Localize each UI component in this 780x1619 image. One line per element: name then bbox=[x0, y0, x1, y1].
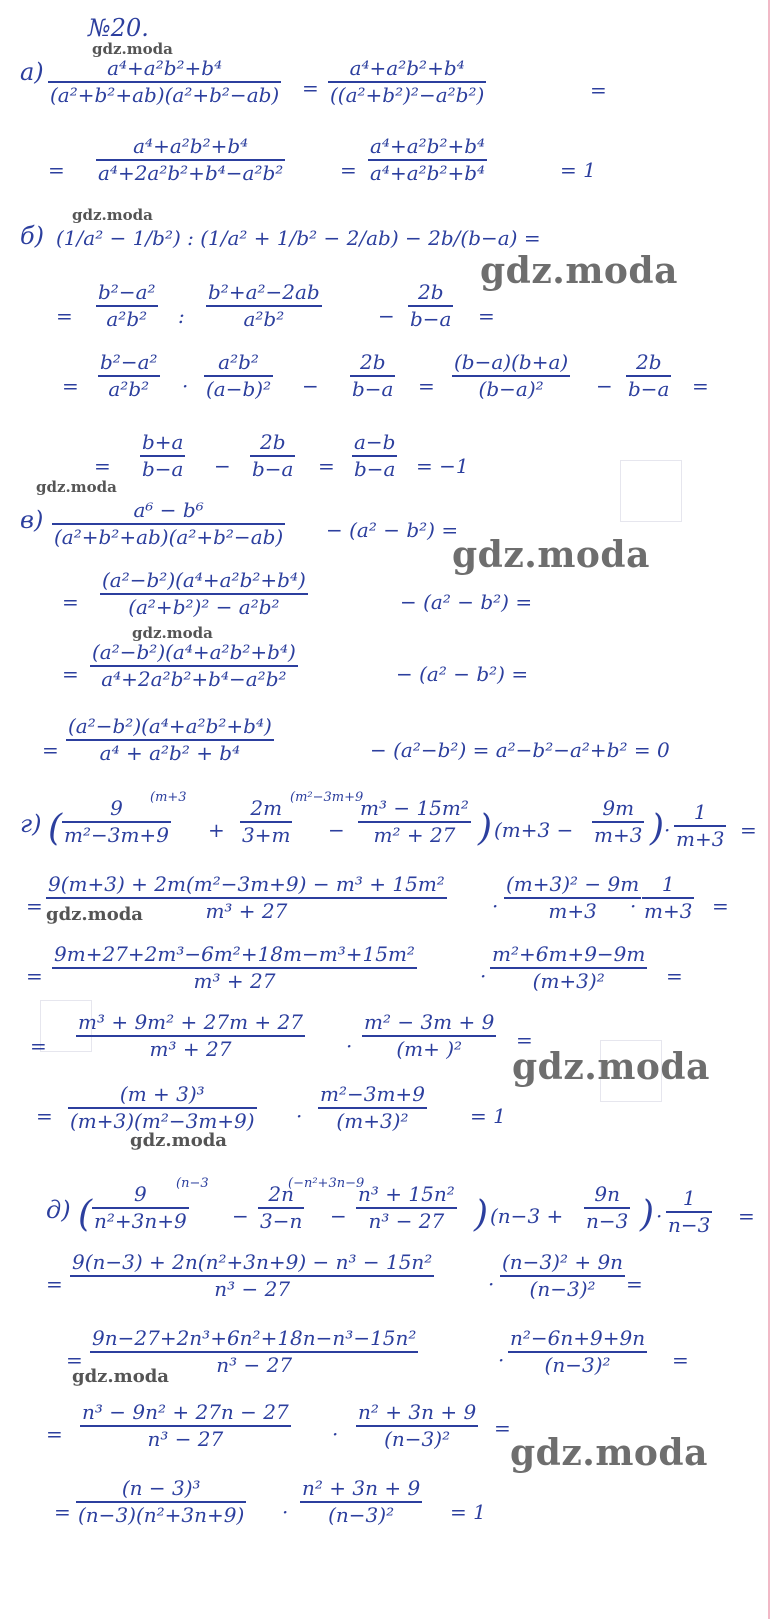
denominator: a²b² bbox=[106, 307, 148, 331]
watermark: gdz.moda bbox=[480, 250, 678, 292]
equals-sign: = bbox=[42, 738, 59, 762]
equals-sign: = bbox=[56, 304, 73, 328]
equals-sign: = bbox=[672, 1348, 689, 1372]
numerator: (a²−b²)(a⁴+a²b²+b⁴) bbox=[68, 714, 272, 738]
part-g-sup-2: (m²−3m+9 bbox=[290, 790, 364, 805]
denominator: 3−n bbox=[260, 1209, 303, 1233]
grid-cell bbox=[620, 460, 682, 522]
minus-sign: − bbox=[378, 304, 395, 328]
numerator: a²b² bbox=[218, 350, 259, 374]
equals-sign: = bbox=[36, 1104, 53, 1128]
denominator: (n−3)² bbox=[544, 1353, 611, 1377]
numerator: (m+3)² − 9m bbox=[506, 872, 640, 896]
equals-sign: = bbox=[478, 304, 495, 328]
equals-sign: = bbox=[494, 1416, 511, 1440]
part-g-line1-fraction-5 bbox=[674, 802, 726, 850]
close-paren: ) bbox=[478, 808, 493, 849]
equals-sign: = bbox=[46, 1422, 63, 1446]
denominator: (m+3)(m²−3m+9) bbox=[70, 1109, 255, 1133]
multiply-sign: · bbox=[492, 894, 499, 918]
denominator: n³ − 27 bbox=[214, 1277, 291, 1301]
equals-sign: = bbox=[30, 1034, 47, 1058]
denominator: n³ − 27 bbox=[147, 1427, 224, 1451]
denominator: n³ − 27 bbox=[368, 1209, 445, 1233]
multiply-sign: · bbox=[480, 964, 487, 988]
denominator: (a²+b²+ab)(a²+b²−ab) bbox=[54, 525, 284, 549]
multiply-sign: · bbox=[488, 1272, 495, 1296]
denominator: (n−3)(n²+3n+9) bbox=[78, 1503, 245, 1527]
part-d-sup-2: (−n²+3n−9 bbox=[288, 1176, 365, 1191]
part-b-line2-fraction-2 bbox=[206, 282, 322, 330]
denominator: (m+ )² bbox=[396, 1037, 463, 1061]
part-d-label: д) bbox=[46, 1196, 71, 1224]
numerator: (n − 3)³ bbox=[121, 1476, 201, 1500]
denominator: a²b² bbox=[243, 307, 285, 331]
part-d-line4-fraction-2 bbox=[356, 1402, 478, 1450]
numerator: 9n bbox=[594, 1182, 620, 1206]
part-b-line3-fraction-5 bbox=[626, 352, 671, 400]
part-g-line3-fraction-2 bbox=[490, 944, 647, 992]
part-v-line3-fraction bbox=[90, 642, 298, 690]
equals-sign: = bbox=[62, 590, 79, 614]
part-d-result: = 1 bbox=[450, 1500, 486, 1524]
watermark: gdz.moda bbox=[130, 1130, 227, 1151]
numerator: n² + 3n + 9 bbox=[358, 1400, 477, 1424]
denominator: (n−3)² bbox=[384, 1427, 451, 1451]
denominator: 3+m bbox=[242, 823, 291, 847]
numerator: n² + 3n + 9 bbox=[302, 1476, 421, 1500]
numerator: n³ − 9n² + 27n − 27 bbox=[82, 1400, 289, 1424]
denominator: n²+3n+9 bbox=[94, 1209, 187, 1233]
watermark: gdz.moda bbox=[92, 40, 173, 58]
part-b-label: б) bbox=[20, 222, 45, 250]
numerator: 9(n−3) + 2n(n²+3n+9) − n³ − 15n² bbox=[72, 1250, 433, 1274]
multiply-sign: · bbox=[656, 1204, 663, 1228]
denominator: b−a bbox=[252, 457, 294, 481]
denominator: a⁴+2a²b²+b⁴−a²b² bbox=[98, 161, 284, 185]
denominator: (b−a)² bbox=[478, 377, 544, 401]
page-margin-line bbox=[768, 0, 770, 1619]
part-a-line2-fraction-2 bbox=[368, 136, 487, 184]
watermark: gdz.moda bbox=[512, 1046, 710, 1088]
part-g-line1-fraction-3 bbox=[358, 798, 471, 846]
numerator: (n−3)² + 9n bbox=[502, 1250, 624, 1274]
equals-sign: = bbox=[46, 1272, 63, 1296]
watermark: gdz.moda bbox=[452, 534, 650, 576]
equals-sign: = bbox=[62, 662, 79, 686]
part-d-line1-fraction-2 bbox=[258, 1184, 304, 1232]
multiply-sign: · bbox=[664, 818, 671, 842]
close-paren: ) bbox=[650, 808, 665, 849]
equals-sign: = bbox=[62, 374, 79, 398]
minus-sign: − bbox=[302, 374, 319, 398]
part-v-line2-fraction bbox=[100, 570, 308, 618]
numerator: a⁴+a²b²+b⁴ bbox=[349, 56, 465, 80]
multiply-sign: · bbox=[332, 1422, 339, 1446]
part-d-line1-fraction-5 bbox=[666, 1188, 712, 1236]
part-b-line2-fraction-3 bbox=[408, 282, 453, 330]
equals-sign: = bbox=[66, 1348, 83, 1372]
equals-sign: = bbox=[516, 1028, 533, 1052]
part-b-line4-fraction-1 bbox=[140, 432, 185, 480]
part-v-line1-fraction bbox=[52, 500, 285, 548]
numerator: 1 bbox=[693, 800, 707, 824]
part-g-label: г) bbox=[20, 810, 42, 838]
numerator: 9m bbox=[602, 796, 635, 820]
numerator: 9(m+3) + 2m(m²−3m+9) − m³ + 15m² bbox=[48, 872, 445, 896]
numerator: m³ + 9m² + 27m + 27 bbox=[78, 1010, 303, 1034]
numerator: n²−6n+9+9n bbox=[510, 1326, 646, 1350]
equals-sign: = bbox=[712, 894, 729, 918]
part-b-line3-fraction-3 bbox=[350, 352, 395, 400]
numerator: 2b bbox=[259, 430, 286, 454]
denominator: m²−3m+9 bbox=[64, 823, 169, 847]
denominator: (m+3)² bbox=[336, 1109, 409, 1133]
numerator: b²−a² bbox=[98, 280, 156, 304]
numerator: a−b bbox=[354, 430, 396, 454]
numerator: m³ − 15m² bbox=[360, 796, 469, 820]
minus-sign: − bbox=[328, 818, 345, 842]
part-b-line3-fraction-1 bbox=[98, 352, 160, 400]
part-b-line3-fraction-4 bbox=[452, 352, 570, 400]
close-paren: ) bbox=[474, 1194, 489, 1235]
denominator: b−a bbox=[142, 457, 184, 481]
denominator: a⁴+a²b²+b⁴ bbox=[370, 161, 486, 185]
part-d-line1-middle: (n−3 + bbox=[490, 1204, 564, 1228]
numerator: a⁴+a²b²+b⁴ bbox=[370, 134, 486, 158]
watermark: gdz.moda bbox=[132, 624, 213, 642]
numerator: (a²−b²)(a⁴+a²b²+b⁴) bbox=[102, 568, 306, 592]
open-paren: ( bbox=[48, 808, 63, 849]
equals-sign: = bbox=[26, 894, 43, 918]
numerator: 2b bbox=[635, 350, 662, 374]
numerator: a⁴+a²b²+b⁴ bbox=[107, 56, 223, 80]
part-d-line1-fraction-3 bbox=[356, 1184, 457, 1232]
denominator: n³ − 27 bbox=[216, 1353, 293, 1377]
close-paren: ) bbox=[640, 1194, 655, 1235]
denominator: m+3 bbox=[644, 899, 693, 923]
denominator: b−a bbox=[410, 307, 452, 331]
part-g-line4-fraction-1 bbox=[76, 1012, 305, 1060]
denominator: b−a bbox=[628, 377, 670, 401]
part-g-line1-fraction-1 bbox=[62, 798, 171, 846]
watermark: gdz.moda bbox=[36, 478, 117, 496]
denominator: a²b² bbox=[108, 377, 150, 401]
part-a-line1-fraction-2 bbox=[328, 58, 486, 106]
part-g-line1-middle: (m+3 − bbox=[494, 818, 574, 842]
denominator: m³ + 27 bbox=[149, 1037, 232, 1061]
denominator: a⁴ + a²b² + b⁴ bbox=[99, 741, 241, 765]
part-g-line5-fraction-1 bbox=[68, 1084, 257, 1132]
numerator: 9n−27+2n³+6n²+18n−n³−15n² bbox=[92, 1326, 417, 1350]
numerator: 9 bbox=[110, 796, 123, 820]
numerator: 2m bbox=[250, 796, 283, 820]
part-g-line5-fraction-2 bbox=[318, 1084, 427, 1132]
part-d-line1-fraction-1 bbox=[92, 1184, 189, 1232]
plus-sign: + bbox=[208, 818, 225, 842]
denominator: (a²+b²)² − a²b² bbox=[128, 595, 280, 619]
denominator: (m+3)² bbox=[532, 969, 605, 993]
denominator: a⁴+2a²b²+b⁴−a²b² bbox=[101, 667, 287, 691]
numerator: b+a bbox=[142, 430, 184, 454]
part-b-result: = −1 bbox=[416, 454, 469, 478]
multiply-sign: · bbox=[182, 374, 189, 398]
part-d-line5-fraction-2 bbox=[300, 1478, 422, 1526]
denominator: n−3 bbox=[586, 1209, 629, 1233]
numerator: (m + 3)³ bbox=[119, 1082, 205, 1106]
part-d-line5-fraction-1 bbox=[76, 1478, 246, 1526]
denominator: m+3 bbox=[676, 827, 725, 851]
minus-sign: − bbox=[596, 374, 613, 398]
part-a-line2-fraction-1 bbox=[96, 136, 285, 184]
numerator: 1 bbox=[661, 872, 675, 896]
denominator: m³ + 27 bbox=[205, 899, 288, 923]
equals-sign: = bbox=[54, 1500, 71, 1524]
equals-sign: = bbox=[48, 158, 65, 182]
equals-sign: = bbox=[340, 158, 357, 182]
part-v-line1-tail: − (a² − b²) = bbox=[326, 518, 459, 542]
watermark: gdz.moda bbox=[72, 206, 153, 224]
numerator: 2b bbox=[359, 350, 386, 374]
part-v-line2-tail: − (a² − b²) = bbox=[400, 590, 533, 614]
part-a-line1-fraction-1 bbox=[48, 58, 281, 106]
equals-sign: = bbox=[590, 78, 607, 102]
part-d-line1-fraction-4 bbox=[584, 1184, 630, 1232]
part-v-line4-fraction bbox=[66, 716, 274, 764]
numerator: a⁴+a²b²+b⁴ bbox=[133, 134, 249, 158]
numerator: 9m+27+2m³−6m²+18m−m³+15m² bbox=[54, 942, 415, 966]
watermark: gdz.moda bbox=[72, 1366, 169, 1387]
denominator: b−a bbox=[354, 457, 396, 481]
open-paren: ( bbox=[78, 1194, 93, 1235]
numerator: (a²−b²)(a⁴+a²b²+b⁴) bbox=[92, 640, 296, 664]
multiply-sign: · bbox=[346, 1034, 353, 1058]
part-g-line1-fraction-2 bbox=[240, 798, 292, 846]
part-a-label: а) bbox=[20, 58, 44, 86]
part-g-sup-1: (m+3 bbox=[150, 790, 187, 805]
part-g-line2-fraction-3 bbox=[642, 874, 694, 922]
numerator: n³ + 15n² bbox=[358, 1182, 455, 1206]
part-d-line4-fraction-1 bbox=[80, 1402, 291, 1450]
denominator: (a−b)² bbox=[206, 377, 272, 401]
numerator: (b−a)(b+a) bbox=[454, 350, 569, 374]
multiply-sign: · bbox=[498, 1348, 505, 1372]
part-v-line3-tail: − (a² − b²) = bbox=[396, 662, 529, 686]
minus-sign: − bbox=[232, 1204, 249, 1228]
equals-sign: = bbox=[302, 76, 319, 100]
numerator: m² − 3m + 9 bbox=[364, 1010, 495, 1034]
denominator: m+3 bbox=[594, 823, 643, 847]
denominator: (n−3)² bbox=[529, 1277, 596, 1301]
part-d-line3-fraction-2 bbox=[508, 1328, 647, 1376]
part-b-line4-fraction-3 bbox=[352, 432, 397, 480]
denominator: n−3 bbox=[668, 1213, 711, 1237]
equals-sign: = bbox=[26, 964, 43, 988]
part-b-line4-fraction-2 bbox=[250, 432, 295, 480]
equals-sign: = bbox=[666, 964, 683, 988]
part-g-line3-fraction-1 bbox=[52, 944, 417, 992]
watermark: gdz.moda bbox=[46, 904, 143, 925]
equals-sign: = bbox=[418, 374, 435, 398]
part-d-line2-fraction-2 bbox=[500, 1252, 625, 1300]
numerator: 1 bbox=[682, 1186, 696, 1210]
denominator: m³ + 27 bbox=[193, 969, 276, 993]
part-d-line2-fraction-1 bbox=[70, 1252, 434, 1300]
equals-sign: = bbox=[740, 818, 757, 842]
minus-sign: − bbox=[330, 1204, 347, 1228]
multiply-sign: · bbox=[630, 894, 637, 918]
watermark: gdz.moda bbox=[510, 1432, 708, 1474]
numerator: m²+6m+9−9m bbox=[492, 942, 646, 966]
equals-sign: = bbox=[318, 454, 335, 478]
denominator: m+3 bbox=[548, 899, 597, 923]
multiply-sign: · bbox=[282, 1500, 289, 1524]
task-number: №20. bbox=[88, 14, 149, 42]
equals-sign: = bbox=[94, 454, 111, 478]
part-g-line1-fraction-4 bbox=[592, 798, 644, 846]
part-v-label: в) bbox=[20, 506, 44, 534]
equals-sign: = bbox=[692, 374, 709, 398]
numerator: b²+a²−2ab bbox=[208, 280, 320, 304]
denominator: m² + 27 bbox=[373, 823, 456, 847]
multiply-sign: · bbox=[296, 1104, 303, 1128]
part-g-line2-fraction-2 bbox=[504, 874, 641, 922]
part-b-line3-fraction-2 bbox=[204, 352, 273, 400]
denominator: (a²+b²+ab)(a²+b²−ab) bbox=[50, 83, 280, 107]
part-b-line2-fraction-1 bbox=[96, 282, 158, 330]
denominator: ((a²+b²)²−a²b²) bbox=[330, 83, 485, 107]
part-g-line4-fraction-2 bbox=[362, 1012, 496, 1060]
denominator: (n−3)² bbox=[328, 1503, 395, 1527]
division-sign: : bbox=[178, 304, 185, 328]
numerator: b²−a² bbox=[100, 350, 158, 374]
numerator: 2n bbox=[268, 1182, 294, 1206]
numerator: a⁶ − b⁶ bbox=[133, 498, 204, 522]
part-v-line4-tail: − (a²−b²) = a²−b²−a²+b² = 0 bbox=[370, 738, 670, 762]
part-a-result: = 1 bbox=[560, 158, 596, 182]
equals-sign: = bbox=[626, 1272, 643, 1296]
part-b-line1: (1/a² − 1/b²) : (1/a² + 1/b² − 2/ab) − 2b/(b−a) = bbox=[56, 226, 541, 250]
minus-sign: − bbox=[214, 454, 231, 478]
equals-sign: = bbox=[738, 1204, 755, 1228]
numerator: 9 bbox=[134, 1182, 147, 1206]
part-g-result: = 1 bbox=[470, 1104, 506, 1128]
numerator: m²−3m+9 bbox=[320, 1082, 425, 1106]
denominator: b−a bbox=[352, 377, 394, 401]
numerator: 2b bbox=[417, 280, 444, 304]
part-d-sup-1: (n−3 bbox=[176, 1176, 209, 1191]
